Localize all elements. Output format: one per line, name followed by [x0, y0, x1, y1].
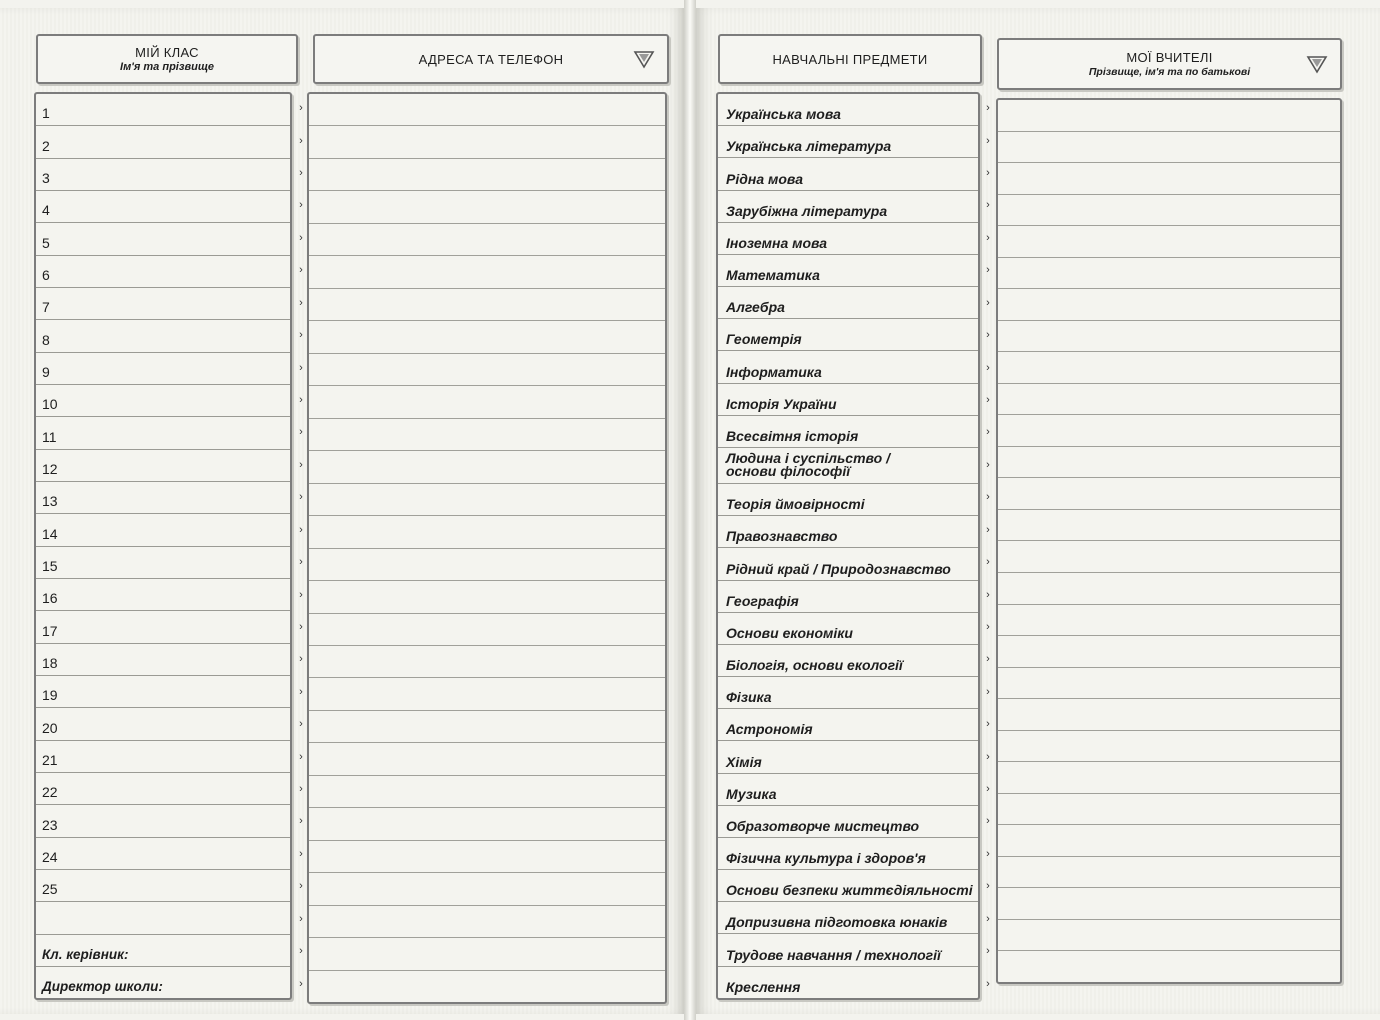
- row-arrow: ›: [986, 880, 990, 893]
- subject-label: Фізична культура і здоров'я: [726, 850, 926, 867]
- subject-label: Рідний край / Природознавство: [726, 560, 951, 577]
- class-row-number: 25: [42, 881, 58, 898]
- teacher-line[interactable]: [998, 415, 1340, 447]
- address-line[interactable]: [309, 581, 665, 613]
- teachers-title: МОЇ ВЧИТЕЛІ: [1126, 50, 1213, 65]
- row-arrow: ›: [986, 296, 990, 309]
- subject-row[interactable]: [718, 191, 978, 223]
- subject-label: Інформатика: [726, 363, 822, 380]
- address-title: АДРЕСА ТА ТЕЛЕФОН: [418, 51, 564, 67]
- row-arrow: ›: [299, 815, 303, 828]
- class-row-number: 13: [42, 493, 58, 510]
- address-line[interactable]: [309, 678, 665, 710]
- subject-label: Географія: [726, 592, 799, 609]
- address-line[interactable]: [309, 94, 665, 126]
- subject-row[interactable]: [718, 416, 978, 448]
- address-line[interactable]: [309, 354, 665, 386]
- subject-row[interactable]: [718, 158, 978, 190]
- row-arrow: ›: [986, 361, 990, 374]
- subject-label: Алгебра: [726, 299, 785, 316]
- class-row[interactable]: [36, 482, 290, 514]
- row-arrow: ›: [986, 102, 990, 115]
- row-arrow: ›: [986, 523, 990, 536]
- class-row-number: 20: [42, 719, 58, 736]
- subject-row[interactable]: [718, 934, 978, 966]
- teacher-line[interactable]: [998, 195, 1340, 227]
- subject-label: Трудове навчання / технології: [726, 946, 941, 963]
- book-spine: [684, 0, 696, 1020]
- address-line[interactable]: [309, 938, 665, 970]
- class-row[interactable]: [36, 708, 290, 740]
- class-row-number: 7: [42, 299, 50, 316]
- row-arrow: ›: [986, 977, 990, 990]
- row-arrow: ›: [299, 296, 303, 309]
- row-arrow: ›: [986, 199, 990, 212]
- subject-label: Українська література: [726, 138, 892, 155]
- subject-label: Хімія: [726, 753, 762, 770]
- subject-row[interactable]: [718, 645, 978, 677]
- row-arrow: ›: [299, 620, 303, 633]
- subject-label: Фізика: [726, 689, 772, 706]
- teacher-line[interactable]: [998, 794, 1340, 826]
- subject-row[interactable]: [718, 255, 978, 287]
- subject-row[interactable]: [718, 677, 978, 709]
- subject-label: Людина і суспільство / основи філософії: [726, 450, 890, 480]
- row-arrow: ›: [986, 945, 990, 958]
- class-row-number: 24: [42, 848, 58, 865]
- class-row[interactable]: [36, 741, 290, 773]
- address-line[interactable]: [309, 776, 665, 808]
- teacher-line[interactable]: [998, 447, 1340, 479]
- teacher-line[interactable]: [998, 478, 1340, 510]
- row-arrow: ›: [299, 134, 303, 147]
- address-line[interactable]: [309, 321, 665, 353]
- teacher-line[interactable]: [998, 573, 1340, 605]
- address-list: [307, 92, 667, 1004]
- teacher-line[interactable]: [998, 352, 1340, 384]
- teacher-line[interactable]: [998, 951, 1340, 982]
- class-list: [34, 92, 292, 1000]
- row-arrow: ›: [299, 264, 303, 277]
- subject-label: Допризивна підготовка юнаків: [726, 914, 948, 931]
- subject-row[interactable]: [718, 287, 978, 319]
- subject-row[interactable]: [718, 351, 978, 383]
- teachers-list: [996, 98, 1342, 984]
- address-line[interactable]: [309, 484, 665, 516]
- address-line[interactable]: [309, 906, 665, 938]
- teacher-line[interactable]: [998, 384, 1340, 416]
- subjects-title: НАВЧАЛЬНІ ПРЕДМЕТИ: [772, 51, 928, 67]
- left-page: [0, 8, 684, 1014]
- subject-row[interactable]: [718, 548, 978, 580]
- subject-row[interactable]: [718, 709, 978, 741]
- left-arrow-strip: [295, 92, 307, 1000]
- subject-row[interactable]: [718, 806, 978, 838]
- row-arrow: ›: [986, 556, 990, 569]
- subjects-list-rows: [718, 94, 978, 998]
- row-arrow: ›: [299, 556, 303, 569]
- class-row[interactable]: [36, 838, 290, 870]
- row-arrow: ›: [299, 880, 303, 893]
- address-line[interactable]: [309, 256, 665, 288]
- teacher-line[interactable]: [998, 636, 1340, 668]
- subject-label: Основи безпеки життєдіяльності: [726, 882, 973, 899]
- subject-row[interactable]: [718, 581, 978, 613]
- class-row-number: 14: [42, 525, 58, 542]
- class-teacher-label: Кл. керівник:: [42, 946, 129, 962]
- class-row[interactable]: [36, 644, 290, 676]
- class-row[interactable]: [36, 611, 290, 643]
- class-row[interactable]: [36, 773, 290, 805]
- row-arrow: ›: [986, 620, 990, 633]
- subject-label: Правознавство: [726, 528, 838, 545]
- row-arrow: ›: [986, 458, 990, 471]
- class-row-number: 3: [42, 169, 50, 186]
- row-arrow: ›: [986, 426, 990, 439]
- class-row-number: 23: [42, 816, 58, 833]
- director-row[interactable]: [36, 967, 290, 998]
- class-row[interactable]: [36, 288, 290, 320]
- teacher-line[interactable]: [998, 289, 1340, 321]
- subject-row[interactable]: [718, 223, 978, 255]
- my-class-title: МІЙ КЛАС: [135, 45, 199, 60]
- class-row-number: 11: [42, 428, 57, 445]
- teacher-line[interactable]: [998, 668, 1340, 700]
- teachers-subtitle: Прізвище, ім'я та по батькові: [1088, 66, 1251, 78]
- row-arrow: ›: [299, 588, 303, 601]
- row-arrow: ›: [986, 588, 990, 601]
- row-arrow: ›: [299, 231, 303, 244]
- row-arrow: ›: [299, 361, 303, 374]
- class-row-number: 9: [42, 363, 50, 380]
- address-line[interactable]: [309, 386, 665, 418]
- class-list-rows: [36, 94, 290, 998]
- class-row[interactable]: [36, 450, 290, 482]
- address-header: [313, 34, 669, 84]
- row-arrow: ›: [986, 815, 990, 828]
- class-row-number: 4: [42, 202, 50, 219]
- subject-row[interactable]: [718, 613, 978, 645]
- class-row[interactable]: [36, 223, 290, 255]
- my-class-subtitle: Ім'я та прізвище: [120, 61, 214, 73]
- subject-label: Математика: [726, 267, 820, 284]
- row-arrow: ›: [986, 167, 990, 180]
- teacher-line[interactable]: [998, 226, 1340, 258]
- class-row[interactable]: [36, 805, 290, 837]
- row-arrow: ›: [299, 199, 303, 212]
- class-row[interactable]: [36, 514, 290, 546]
- teacher-line[interactable]: [998, 132, 1340, 164]
- row-arrow: ›: [986, 134, 990, 147]
- class-row-number: 22: [42, 784, 58, 801]
- row-arrow: ›: [986, 491, 990, 504]
- teacher-line[interactable]: [998, 731, 1340, 763]
- class-row-number: 15: [42, 557, 58, 574]
- teacher-line[interactable]: [998, 321, 1340, 353]
- row-arrow: ›: [986, 847, 990, 860]
- class-row[interactable]: [36, 579, 290, 611]
- row-arrow: ›: [299, 847, 303, 860]
- right-arrow-strip: [982, 92, 994, 1000]
- row-arrow: ›: [299, 750, 303, 763]
- class-row[interactable]: [36, 547, 290, 579]
- row-arrow: ›: [986, 394, 990, 406]
- my-class-header: [36, 34, 298, 84]
- teacher-line[interactable]: [998, 100, 1340, 132]
- subject-row[interactable]: [718, 774, 978, 806]
- class-row[interactable]: [36, 320, 290, 352]
- address-line[interactable]: [309, 808, 665, 840]
- class-row[interactable]: [36, 870, 290, 902]
- teacher-line[interactable]: [998, 163, 1340, 195]
- subject-row[interactable]: [718, 902, 978, 934]
- subject-label: Креслення: [726, 978, 801, 995]
- class-row-number: 10: [42, 396, 58, 413]
- class-row[interactable]: [36, 191, 290, 223]
- teacher-line[interactable]: [998, 762, 1340, 794]
- teachers-header: [997, 38, 1342, 90]
- address-line[interactable]: [309, 549, 665, 581]
- class-row[interactable]: [36, 256, 290, 288]
- row-arrow: ›: [299, 718, 303, 731]
- subjects-list: [716, 92, 980, 1000]
- teacher-line[interactable]: [998, 510, 1340, 542]
- director-label: Директор школи:: [42, 979, 163, 995]
- class-row-number: 8: [42, 331, 50, 348]
- class-row[interactable]: [36, 353, 290, 385]
- row-arrow: ›: [299, 102, 303, 115]
- teacher-line[interactable]: [998, 888, 1340, 920]
- row-arrow: ›: [986, 783, 990, 796]
- class-row[interactable]: [36, 126, 290, 158]
- teacher-line[interactable]: [998, 920, 1340, 952]
- row-arrow: ›: [986, 264, 990, 277]
- class-row-number: 21: [42, 751, 58, 768]
- teacher-line[interactable]: [998, 605, 1340, 637]
- row-arrow: ›: [986, 653, 990, 666]
- row-arrow: ›: [986, 718, 990, 731]
- subject-label: Іноземна мова: [726, 234, 828, 251]
- triangle-down-icon: [633, 49, 655, 69]
- row-arrow: ›: [299, 426, 303, 439]
- subject-row[interactable]: [718, 484, 978, 516]
- address-line[interactable]: [309, 191, 665, 223]
- triangle-down-icon: [1306, 54, 1328, 74]
- subject-row[interactable]: [718, 384, 978, 416]
- row-arrow: ›: [299, 685, 303, 698]
- row-arrow: ›: [299, 912, 303, 925]
- subject-label: Основи економіки: [726, 624, 853, 641]
- subject-label: Всесвітня історія: [726, 427, 859, 444]
- subject-row[interactable]: [718, 967, 978, 998]
- subject-label: Біологія, основи екології: [726, 657, 903, 674]
- row-arrow: ›: [299, 945, 303, 958]
- subject-label: Теорія ймовірності: [726, 496, 865, 513]
- subject-row[interactable]: [718, 94, 978, 126]
- address-line[interactable]: [309, 159, 665, 191]
- subject-row[interactable]: [718, 741, 978, 773]
- class-row-number: 2: [42, 137, 50, 154]
- class-row[interactable]: [36, 385, 290, 417]
- class-row-number: 18: [42, 654, 58, 671]
- address-line[interactable]: [309, 971, 665, 1002]
- teacher-line[interactable]: [998, 699, 1340, 731]
- class-row[interactable]: [36, 159, 290, 191]
- subject-label: Астрономія: [726, 721, 813, 738]
- class-row-number: 19: [42, 687, 58, 704]
- subject-label: Історія України: [726, 395, 837, 412]
- teacher-line[interactable]: [998, 825, 1340, 857]
- row-arrow: ›: [986, 231, 990, 244]
- subject-row[interactable]: [718, 838, 978, 870]
- class-row[interactable]: [36, 94, 290, 126]
- right-page: [696, 8, 1380, 1014]
- row-arrow: ›: [299, 167, 303, 180]
- address-line[interactable]: [309, 841, 665, 873]
- teacher-line[interactable]: [998, 541, 1340, 573]
- class-row-number: 6: [42, 266, 50, 283]
- row-arrow: ›: [986, 750, 990, 763]
- address-line[interactable]: [309, 646, 665, 678]
- subject-label: Зарубіжна література: [726, 202, 888, 219]
- row-arrow: ›: [299, 458, 303, 471]
- address-line[interactable]: [309, 126, 665, 158]
- class-row[interactable]: [36, 676, 290, 708]
- subject-row[interactable]: [718, 126, 978, 158]
- address-line[interactable]: [309, 614, 665, 646]
- subject-label: Музика: [726, 785, 777, 802]
- subject-label: Українська мова: [726, 106, 841, 123]
- address-line[interactable]: [309, 743, 665, 775]
- row-arrow: ›: [299, 977, 303, 990]
- subject-row[interactable]: [718, 516, 978, 548]
- row-arrow: ›: [986, 329, 990, 342]
- row-arrow: ›: [299, 653, 303, 666]
- teacher-line[interactable]: [998, 857, 1340, 889]
- subject-label: Рідна мова: [726, 170, 803, 187]
- row-arrow: ›: [299, 329, 303, 342]
- row-arrow: ›: [299, 491, 303, 504]
- class-row-blank[interactable]: [36, 902, 290, 934]
- class-row[interactable]: [36, 417, 290, 449]
- address-line[interactable]: [309, 711, 665, 743]
- subject-label: Геометрія: [726, 331, 802, 348]
- address-line[interactable]: [309, 289, 665, 321]
- subject-row[interactable]: [718, 319, 978, 351]
- address-line[interactable]: [309, 419, 665, 451]
- teacher-line[interactable]: [998, 258, 1340, 290]
- class-row-number: 5: [42, 234, 50, 251]
- row-arrow: ›: [986, 685, 990, 698]
- subject-row[interactable]: [718, 448, 978, 484]
- row-arrow: ›: [986, 912, 990, 925]
- row-arrow: ›: [299, 523, 303, 536]
- row-arrow: ›: [299, 783, 303, 796]
- address-line[interactable]: [309, 451, 665, 483]
- subject-label: Образотворче мистецтво: [726, 817, 920, 834]
- subject-row[interactable]: [718, 870, 978, 902]
- class-row-number: 17: [42, 622, 58, 639]
- class-row-number: 16: [42, 590, 58, 607]
- class-row-number: 12: [42, 460, 58, 477]
- address-line[interactable]: [309, 224, 665, 256]
- address-line[interactable]: [309, 516, 665, 548]
- class-teacher-row[interactable]: [36, 935, 290, 967]
- address-line[interactable]: [309, 873, 665, 905]
- subjects-header: [718, 34, 982, 84]
- class-row-number: 1: [42, 105, 50, 122]
- row-arrow: ›: [299, 394, 303, 406]
